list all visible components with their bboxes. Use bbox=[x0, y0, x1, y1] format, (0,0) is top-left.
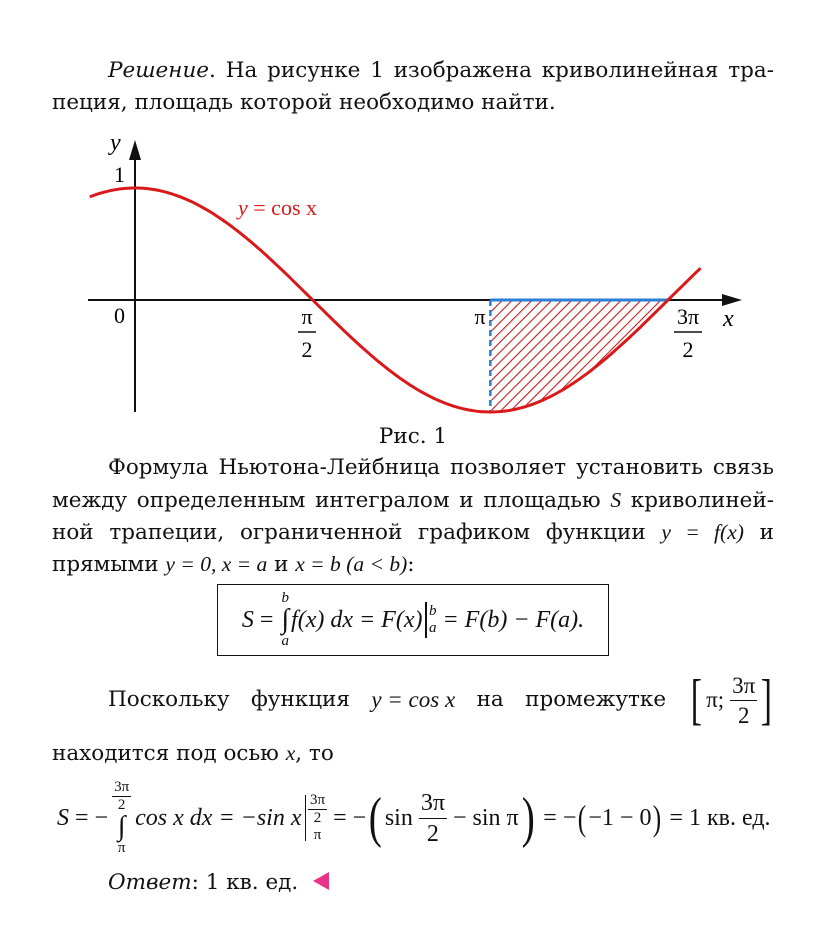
since-line-2 bbox=[52, 737, 334, 770]
integral-sign-icon: ∫ bbox=[281, 604, 290, 635]
calc-eq-minus: = − bbox=[69, 804, 109, 831]
since-function: y = cos x bbox=[371, 687, 456, 712]
newton-leibniz-box bbox=[217, 584, 609, 656]
calc-eq2: = −sin x bbox=[212, 804, 302, 831]
calc-eval-limits bbox=[308, 793, 327, 843]
calc-eval bbox=[305, 793, 328, 843]
since-line-2-x: x bbox=[285, 741, 296, 765]
calc-integral bbox=[112, 780, 131, 856]
eval-bar-icon bbox=[425, 602, 427, 638]
since-line-2-b: , то bbox=[295, 741, 334, 766]
calc-int-upper-num: 3π bbox=[114, 779, 130, 795]
x-axis-arrow-icon bbox=[722, 294, 742, 306]
answer-marker-icon bbox=[313, 872, 329, 890]
bounds-condition: (a < b) bbox=[340, 552, 408, 576]
boxed-eval bbox=[425, 602, 436, 638]
y-axis-arrow-icon bbox=[129, 140, 141, 160]
since-word-4: промежутке bbox=[525, 687, 667, 712]
boxed-rhs: = F(b) − F(a). bbox=[436, 606, 585, 633]
calc-eval-upper-num: 3π bbox=[310, 792, 326, 808]
body-line-4-a: прямыми bbox=[52, 552, 166, 577]
figure-caption: Рис. 1 bbox=[378, 424, 448, 449]
body-line-4-colon: : bbox=[407, 552, 415, 577]
answer-text: : 1 кв. ед. bbox=[191, 870, 299, 895]
calc-frac-den: 2 bbox=[426, 820, 439, 847]
boxed-integrand: f(x) dx = F(x) bbox=[291, 606, 423, 633]
calc-integrand: cos x dx bbox=[135, 804, 213, 831]
line-equations-1: y = 0, x = a bbox=[165, 552, 268, 576]
tick-3pi-half-den: 2 bbox=[682, 337, 694, 362]
tick-pi-half-den: 2 bbox=[301, 337, 313, 362]
calc-fraction bbox=[419, 791, 447, 846]
since-line-1 bbox=[108, 670, 776, 730]
paren-left-icon-2: ( bbox=[578, 798, 587, 838]
shaded-trapezoid bbox=[490, 300, 668, 412]
interval-den: 2 bbox=[737, 702, 750, 728]
calc-result: = 1 кв. ед. bbox=[663, 804, 771, 831]
body-line-2-a: между определенным интегралом и площадью bbox=[52, 488, 611, 513]
interval-left: π; bbox=[706, 687, 725, 712]
y-tick-1: 1 bbox=[114, 162, 125, 187]
paren-left-icon: ( bbox=[368, 787, 383, 849]
curve-label-y: y bbox=[238, 195, 248, 220]
body-line-3-a: ной трапеции, ограниченной графиком функции bbox=[52, 520, 662, 545]
curve-label bbox=[236, 195, 317, 220]
body-line-1: Формула Ньютона-Лейбница позволяет установить связь bbox=[108, 455, 774, 480]
calc-eval-upper bbox=[308, 793, 327, 826]
since-word-2: функция bbox=[250, 687, 350, 712]
intro-line-2: пеция, площадь которой необходимо найти. bbox=[52, 90, 556, 115]
interval-num: 3π bbox=[730, 674, 757, 701]
paren-right-icon-2: ) bbox=[653, 798, 662, 838]
interval-fraction bbox=[730, 674, 757, 727]
line-equations-2: x = b bbox=[295, 552, 341, 576]
bracket-right-icon: ] bbox=[761, 669, 773, 731]
body-line-3 bbox=[52, 516, 774, 549]
calc-sin: sin bbox=[384, 804, 413, 831]
function-formula: y = f(x) bbox=[661, 520, 744, 544]
body-line-3-b: и bbox=[743, 520, 774, 545]
boxed-eval-lower: a bbox=[428, 620, 437, 636]
calc-frac-num: 3π bbox=[419, 791, 447, 819]
intro-text-1: . На рисунке 1 изображена криволинейная тра- bbox=[209, 58, 774, 83]
area-symbol: S bbox=[610, 488, 622, 512]
body-line-2 bbox=[52, 484, 774, 517]
answer-line bbox=[108, 867, 329, 899]
origin-label: 0 bbox=[114, 303, 125, 328]
boxed-int-upper: b bbox=[281, 590, 289, 606]
y-axis-label: y bbox=[110, 130, 121, 156]
calc-eq3: = − bbox=[327, 804, 367, 831]
eval-bar-icon-2 bbox=[305, 795, 307, 841]
answer-label: Ответ bbox=[108, 870, 192, 895]
since-word-1: Поскольку bbox=[108, 687, 230, 712]
curve-label-rest: = cos x bbox=[247, 195, 317, 220]
body-line-4 bbox=[52, 548, 415, 581]
interval bbox=[687, 669, 775, 731]
boxed-integral bbox=[281, 591, 289, 649]
area-calculation bbox=[57, 772, 777, 864]
tick-3pi-half-num: 3π bbox=[676, 304, 700, 329]
body-line-2-b: криволиней- bbox=[621, 488, 774, 513]
tick-pi: π bbox=[474, 304, 486, 329]
calc-eval-upper-den: 2 bbox=[313, 810, 322, 826]
paren-right-icon: ) bbox=[521, 787, 535, 849]
calc-minus-sin-pi: − sin π bbox=[446, 804, 519, 831]
calc-int-upper bbox=[112, 780, 131, 813]
bracket-left-icon: [ bbox=[691, 669, 703, 731]
tick-pi-half-num: π bbox=[301, 304, 313, 329]
boxed-eval-limits bbox=[429, 603, 437, 638]
intro-line-1 bbox=[52, 55, 774, 87]
calc-int-upper-den: 2 bbox=[117, 797, 126, 813]
boxed-eq: = bbox=[253, 606, 280, 633]
integral-sign-icon-2: ∫ bbox=[117, 811, 126, 842]
calc-inner: −1 − 0 bbox=[588, 804, 652, 831]
calc-eval-lower: π bbox=[313, 827, 322, 843]
since-word-3: на bbox=[476, 687, 504, 712]
calc-eq4: = − bbox=[537, 804, 577, 831]
since-line-2-a: находится под осью bbox=[52, 741, 286, 766]
calc-S: S bbox=[57, 804, 69, 831]
solution-label: Решение bbox=[108, 58, 210, 83]
x-axis-label: x bbox=[723, 306, 734, 332]
calc-int-lower: π bbox=[117, 840, 126, 856]
body-line-4-and: и bbox=[267, 552, 296, 577]
boxed-eval-upper: b bbox=[428, 602, 437, 619]
boxed-S: S bbox=[241, 606, 254, 633]
boxed-int-lower: a bbox=[281, 633, 289, 649]
